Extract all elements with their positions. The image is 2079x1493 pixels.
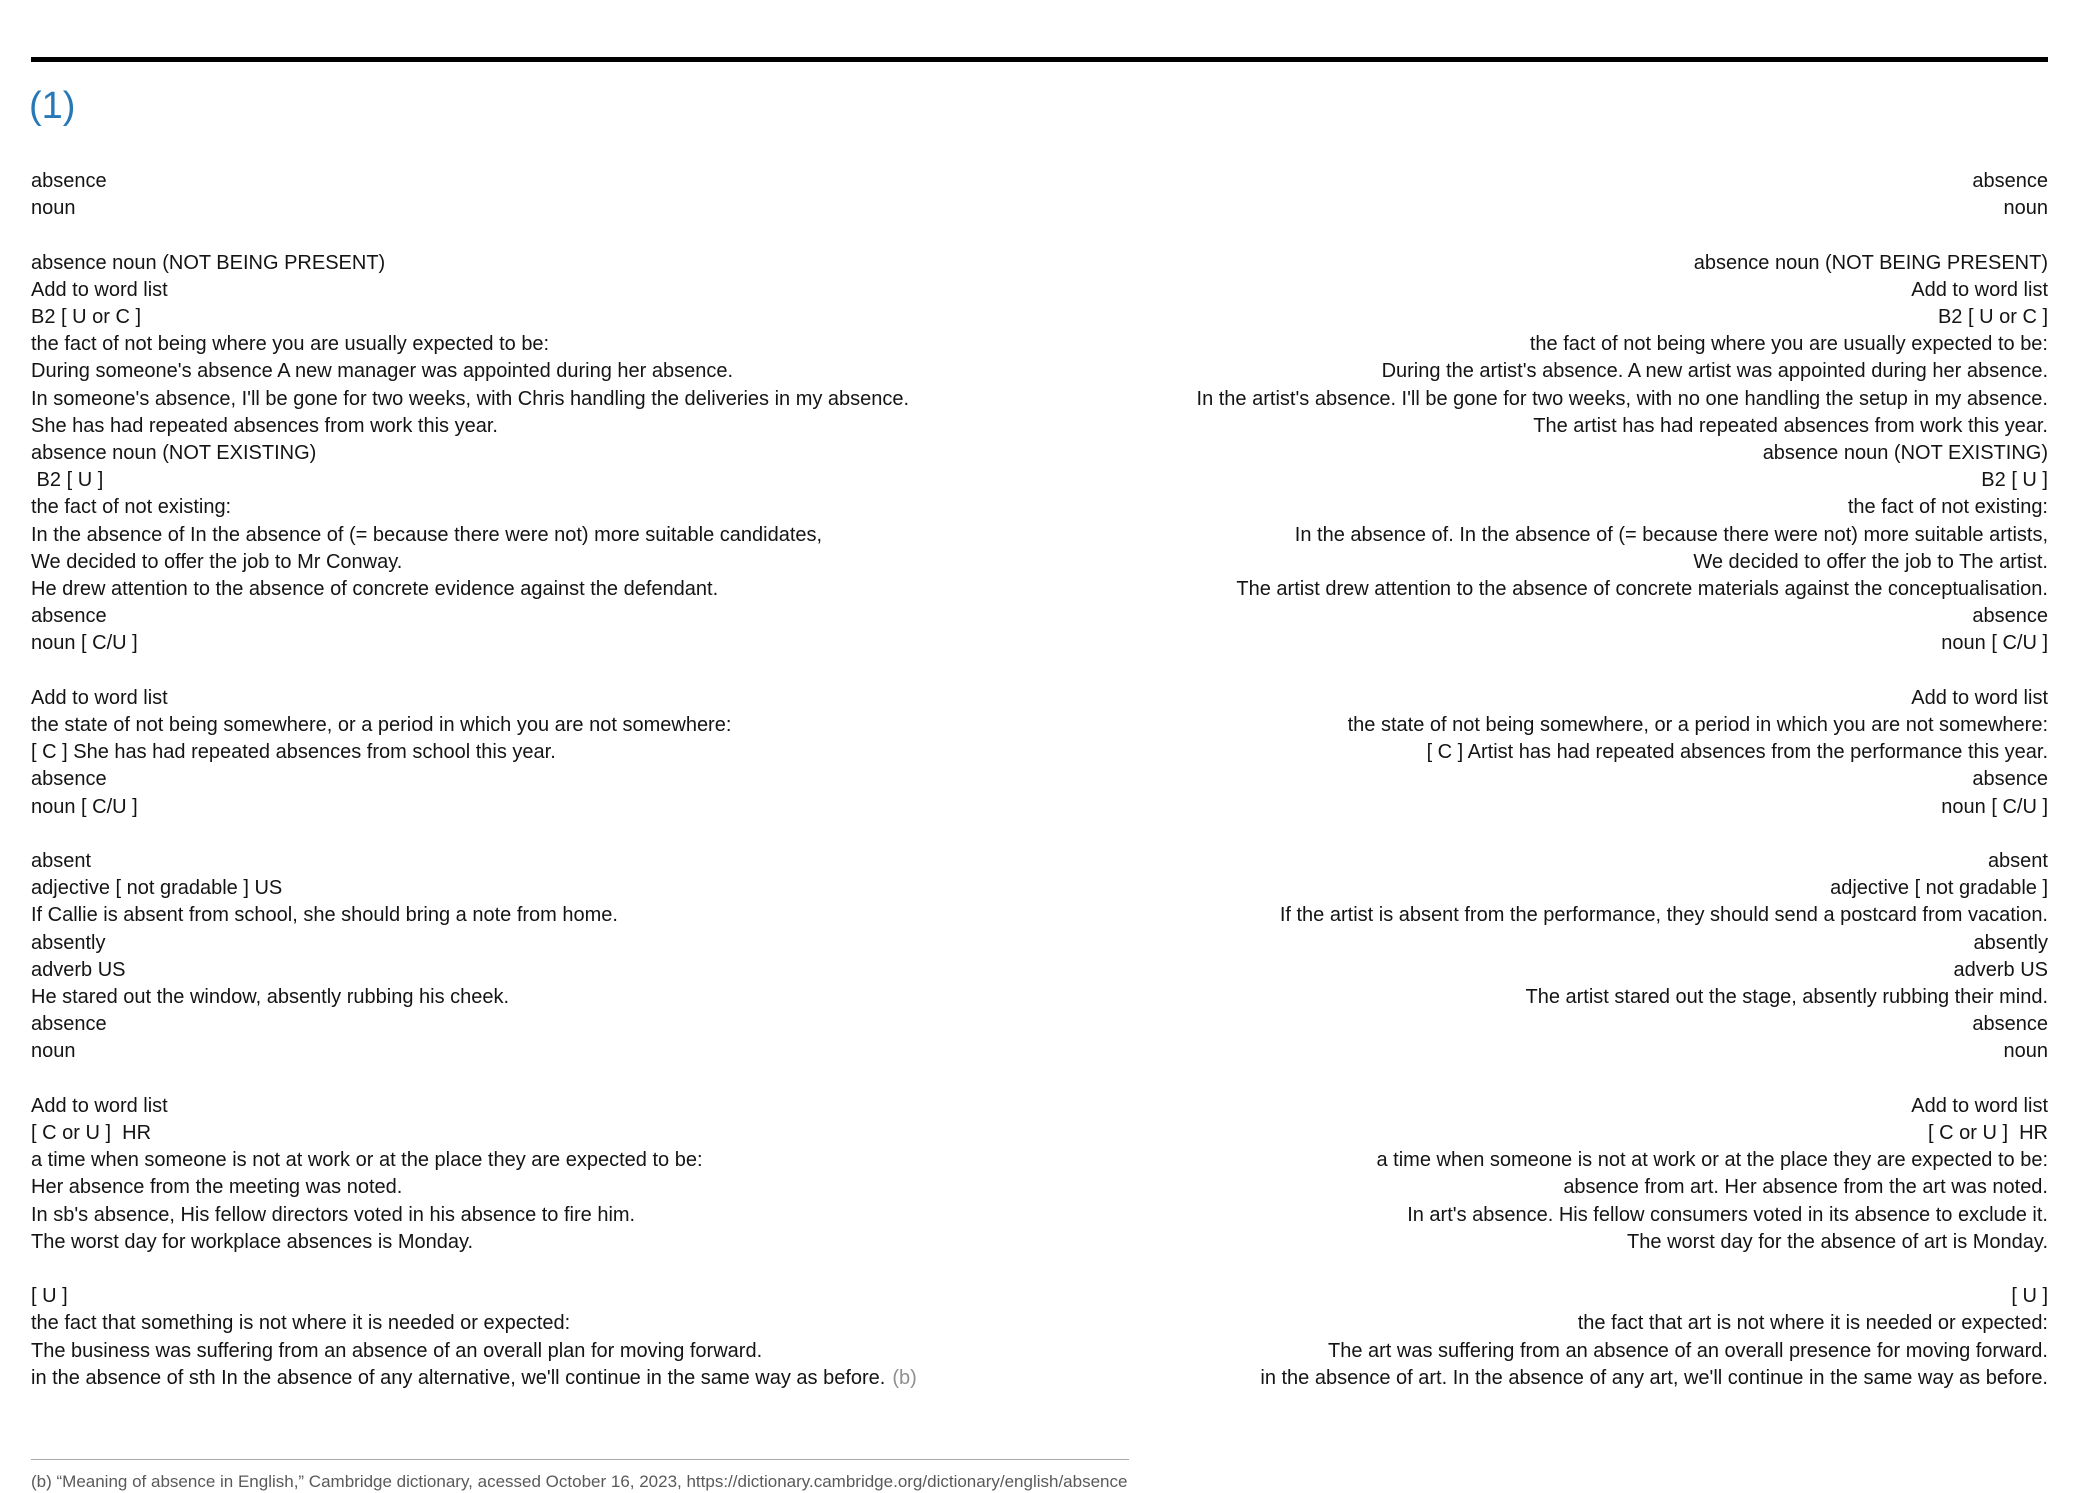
text-line: Add to word list (31, 1094, 168, 1117)
text-line: adverb US (31, 958, 126, 981)
text-line: The worst day for workplace absences is Monday. (31, 1230, 474, 1253)
text-line: B2 [ U or C ] (31, 306, 142, 328)
text-line: In sb's absence, His fellow directors voted in his absence to fire him. (31, 1203, 636, 1226)
blank-line (31, 222, 1040, 249)
text-line: Add to word list (1911, 278, 2048, 301)
text-line: B2 [ U ] (1981, 469, 2048, 492)
text-line: adjective [ not gradable ] (1830, 877, 2048, 900)
text-line: absence (1972, 605, 2048, 628)
text-line: noun [ C/U ] (1941, 632, 2048, 655)
text-line: the state of not being somewhere, or a period in which you are not somewhere: (31, 714, 732, 737)
text-line: a time when someone is not at work or at the place they are expected to be: (31, 1149, 703, 1172)
text-line: The artist stared out the stage, absently rubbing their mind. (1525, 986, 2048, 1009)
text-line: In the artist's absence. I'll be gone for two weeks, with no one handling the setup in my absence. (1196, 387, 2048, 410)
text-line: noun (31, 197, 76, 220)
blank-line (1040, 1256, 2049, 1283)
text-line: in the absence of sth In the absence of any alternative, we'll continue in the same way as before. (b) (31, 1366, 917, 1389)
text-line: During the artist's absence. A new artist was appointed during her absence. (1381, 360, 2048, 383)
top-rule (31, 57, 2048, 62)
blank-line (1040, 1066, 2049, 1093)
text-line: noun (31, 1040, 76, 1063)
text-line: noun [ C/U ] (31, 632, 138, 655)
text-line: [ C ] Artist has had repeated absences from the performance this year. (1426, 741, 2048, 764)
text-line: the fact that art is not where it is needed or expected: (1577, 1312, 2048, 1335)
footnote-citation: (b) “Meaning of absence in English,” Cambridge dictionary, acessed October 16, 2023, https://dictionary.cambridge.org/dictionary/english/absence (31, 1472, 1128, 1491)
text-line: We decided to offer the job to The artist. (1693, 550, 2048, 573)
text-line: absence (31, 605, 107, 628)
text-line: He drew attention to the absence of concrete evidence against the defendant. (31, 578, 719, 601)
text-line: the fact of not being where you are usually expected to be: (1529, 333, 2048, 356)
text-line: absence (1972, 170, 2048, 192)
dictionary-column-left (31, 168, 1040, 1392)
text-line: noun (2003, 197, 2048, 220)
text-line: noun (2003, 1040, 2048, 1063)
text-line: B2 [ U ] (31, 469, 104, 492)
text-line: In the absence of. In the absence of (= because there were not) more suitable artists, (1294, 523, 2048, 546)
text-line: absence noun (NOT BEING PRESENT) (1693, 251, 2048, 274)
text-line: absence (1972, 768, 2048, 791)
text-line: absence noun (NOT BEING PRESENT) (31, 251, 386, 274)
text-line: adjective [ not gradable ] US (31, 877, 283, 900)
text-line: absently (31, 931, 106, 954)
text-line: The worst day for the absence of art is Monday. (1627, 1230, 2048, 1253)
text-line: Add to word list (31, 686, 168, 709)
text-line: absence (1972, 1013, 2048, 1036)
text-line: The business was suffering from an absence of an overall plan for moving forward. (31, 1339, 763, 1362)
text-line: the fact of not existing: (31, 496, 232, 519)
dictionary-column-right (1040, 168, 2049, 1392)
footnote-divider (31, 1459, 1129, 1460)
text-line: absence (31, 170, 107, 192)
text-line: If the artist is absent from the performance, they should send a postcard from vacation. (1279, 904, 2048, 927)
text-line: [ C ] She has had repeated absences from school this year. (31, 741, 556, 764)
text-line: Add to word list (1911, 1094, 2048, 1117)
text-line: During someone's absence A new manager was appointed during her absence. (31, 360, 734, 383)
text-line: absence (31, 1013, 107, 1036)
blank-line (31, 821, 1040, 848)
text-line: noun [ C/U ] (31, 795, 138, 818)
blank-line (1040, 658, 2049, 685)
text-line: noun [ C/U ] (1941, 795, 2048, 818)
text-line: The artist has had repeated absences from work this year. (1533, 414, 2048, 437)
text-line: in the absence of art. In the absence of any art, we'll continue in the same way as before. (1260, 1366, 2048, 1389)
text-line: Add to word list (31, 278, 168, 301)
text-line: absently (1973, 931, 2048, 954)
blank-line (31, 658, 1040, 685)
blank-line (31, 1066, 1040, 1093)
text-line: In someone's absence, I'll be gone for two weeks, with Chris handling the deliveries in my absence. (31, 387, 910, 410)
text-line: adverb US (1953, 958, 2048, 981)
text-line: a time when someone is not at work or at the place they are expected to be: (1376, 1149, 2048, 1172)
dictionary-columns (31, 168, 2048, 1392)
blank-line (1040, 821, 2049, 848)
text-line: the fact of not being where you are usually expected to be: (31, 333, 550, 356)
text-line: In art's absence. His fellow consumers voted in its absence to exclude it. (1407, 1203, 2048, 1226)
text-line: absence noun (NOT EXISTING) (1762, 442, 2048, 465)
text-line: The artist drew attention to the absence of concrete materials against the conceptualisation. (1236, 578, 2048, 601)
text-line: B2 [ U or C ] (1937, 306, 2048, 328)
text-line: In the absence of In the absence of (= because there were not) more suitable candidates, (31, 523, 823, 546)
text-line: [ C or U ] HR (31, 1122, 152, 1145)
text-line: He stared out the window, absently rubbing his cheek. (31, 986, 510, 1009)
text-line: [ C or U ] HR (1927, 1122, 2048, 1145)
text-line: [ U ] (31, 1285, 68, 1308)
blank-line (31, 1256, 1040, 1283)
text-line: Add to word list (1911, 686, 2048, 709)
text-line: absence from art. Her absence from the art was noted. (1563, 1176, 2048, 1199)
text-line: the fact of not existing: (1847, 496, 2048, 519)
citation-marker-b: (b) (892, 1366, 917, 1389)
text-line: We decided to offer the job to Mr Conway. (31, 550, 403, 573)
text-line: If Callie is absent from school, she should bring a note from home. (31, 904, 618, 927)
text-line: [ U ] (2011, 1285, 2048, 1308)
section-number: (1) (29, 85, 76, 127)
text-line: She has had repeated absences from work this year. (31, 414, 498, 437)
text-line: absent (31, 850, 92, 873)
text-line: absence (31, 768, 107, 791)
text-line: Her absence from the meeting was noted. (31, 1176, 403, 1199)
text-line: absence noun (NOT EXISTING) (31, 442, 317, 465)
text-line: absent (1987, 850, 2048, 873)
text-line: the state of not being somewhere, or a period in which you are not somewhere: (1347, 714, 2048, 737)
text-line: the fact that something is not where it is needed or expected: (31, 1312, 571, 1335)
blank-line (1040, 222, 2049, 249)
text-line: The art was suffering from an absence of an overall presence for moving forward. (1328, 1339, 2048, 1362)
